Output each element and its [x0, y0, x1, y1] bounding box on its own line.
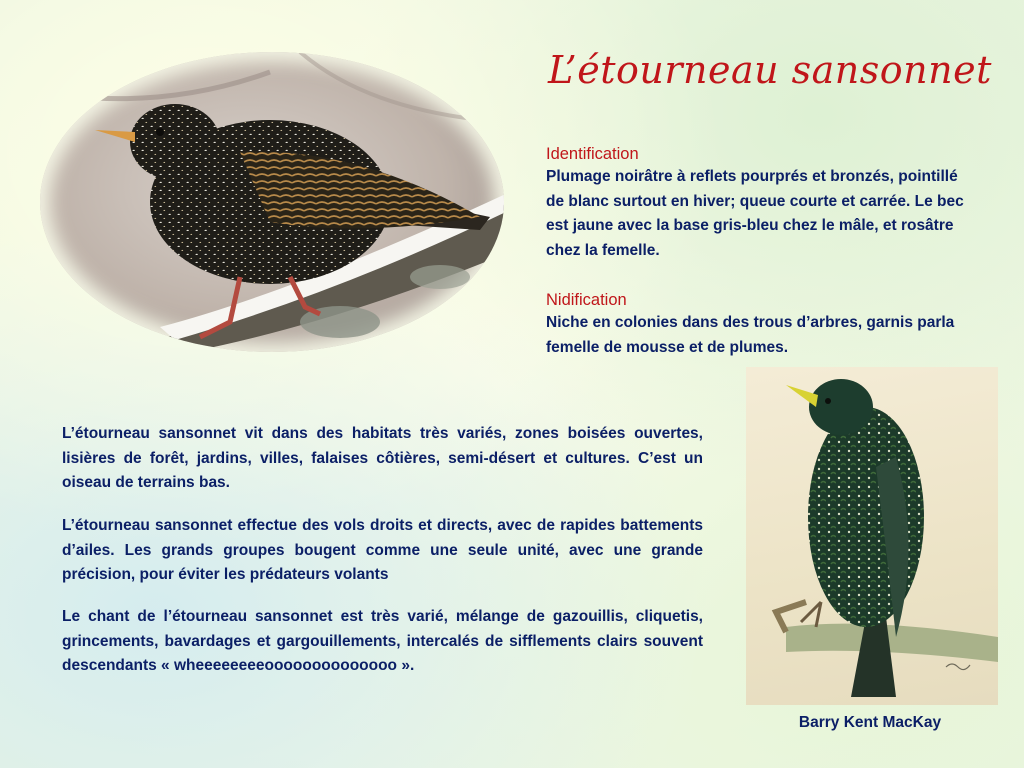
habitat-paragraph: L’étourneau sansonnet vit dans des habitats très variés, zones boisées ouvertes, lisières de forêt, jardins, villes, falaises côtières, semi-désert et cultures. C’est un oiseau de terrains bas. — [62, 425, 703, 491]
song-paragraph: Le chant de l’étourneau sansonnet est très varié, mélange de gazouillis, cliquetis, grincements, bavardages et gargouillements, intercalés de sifflements clairs souvent descendants « wheeeeeeeeoooooooooooooo ». — [62, 608, 703, 674]
nidification-text: Niche en colonies dans des trous d’arbres, garnis parla femelle de mousse et de plumes. — [546, 314, 955, 356]
identification-heading: Identification — [546, 145, 639, 163]
identification-text: Plumage noirâtre à reflets pourprés et bronzés, pointillé de blanc surtout en hiver; queue courte et carrée. Le bec est jaune avec la base gris-bleu chez le mâle, et rosâtre chez la femelle. — [546, 168, 964, 259]
starling-photo — [40, 52, 504, 352]
flight-paragraph: L’étourneau sansonnet effectue des vols droits et directs, avec de rapides battements d’ailes. Les grands groupes bougent comme une seule unité, avec une grande précision, pour éviter les prédateurs volants — [62, 517, 703, 583]
slide-title: L’étourneau sansonnet — [548, 48, 992, 92]
starling-painting-drawing — [746, 367, 998, 705]
nidification-section — [546, 289, 976, 360]
painting-credit: Barry Kent MacKay — [798, 714, 942, 731]
identification-section — [546, 143, 976, 263]
starling-painting — [746, 367, 998, 705]
starling-photo-drawing — [40, 52, 504, 352]
nidification-heading: Nidification — [546, 291, 627, 309]
